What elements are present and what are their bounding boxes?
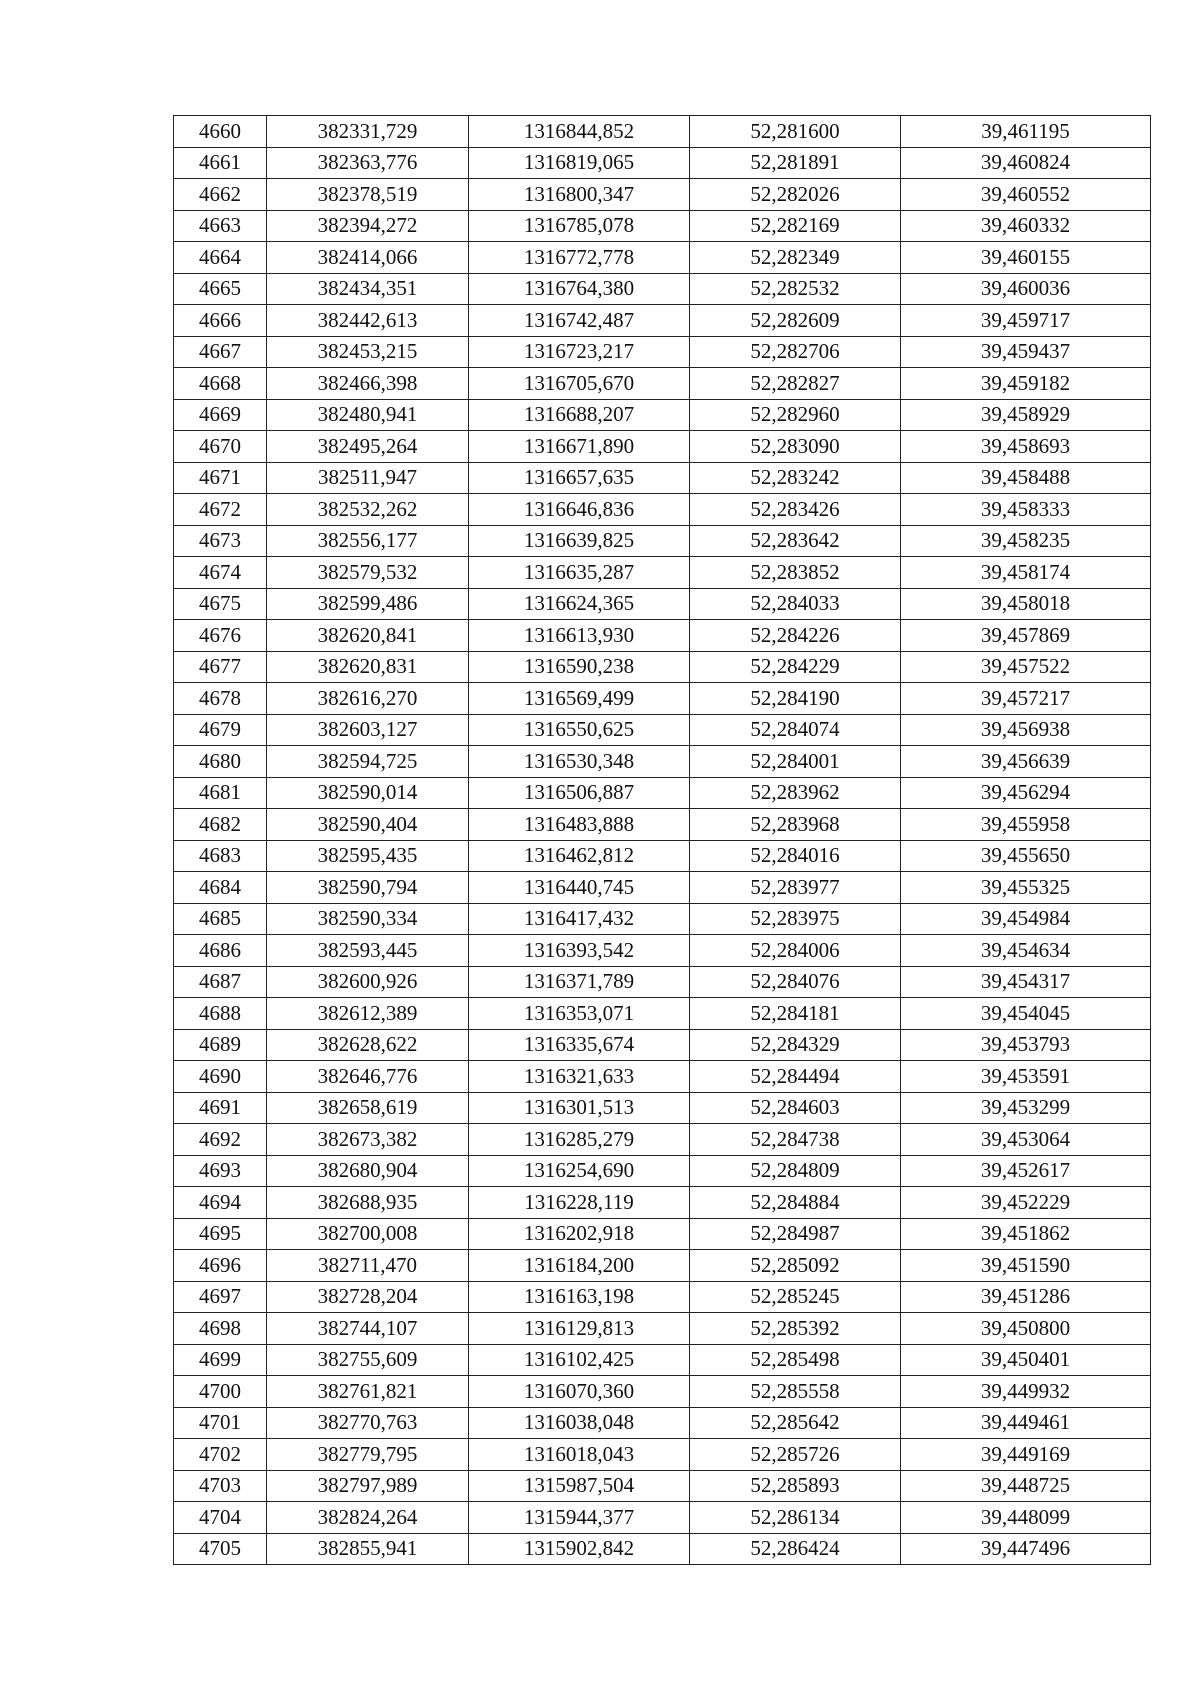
x-coordinate-cell: 382495,264 xyxy=(267,431,469,463)
latitude-cell: 52,284001 xyxy=(690,746,901,778)
latitude-cell: 52,284190 xyxy=(690,683,901,715)
x-coordinate-cell: 382593,445 xyxy=(267,935,469,967)
table-row xyxy=(174,746,1151,778)
latitude-cell: 52,284738 xyxy=(690,1124,901,1156)
coordinates-table-body xyxy=(174,116,1151,1565)
x-coordinate-cell: 382755,609 xyxy=(267,1344,469,1376)
x-coordinate-cell: 382579,532 xyxy=(267,557,469,589)
longitude-cell: 39,459437 xyxy=(901,336,1151,368)
y-coordinate-cell: 1316129,813 xyxy=(469,1313,690,1345)
latitude-cell: 52,284494 xyxy=(690,1061,901,1093)
latitude-cell: 52,281891 xyxy=(690,147,901,179)
x-coordinate-cell: 382658,619 xyxy=(267,1092,469,1124)
longitude-cell: 39,459717 xyxy=(901,305,1151,337)
latitude-cell: 52,286134 xyxy=(690,1502,901,1534)
longitude-cell: 39,448099 xyxy=(901,1502,1151,1534)
latitude-cell: 52,284006 xyxy=(690,935,901,967)
y-coordinate-cell: 1316764,380 xyxy=(469,273,690,305)
longitude-cell: 39,455650 xyxy=(901,840,1151,872)
y-coordinate-cell: 1316038,048 xyxy=(469,1407,690,1439)
longitude-cell: 39,453591 xyxy=(901,1061,1151,1093)
y-coordinate-cell: 1316393,542 xyxy=(469,935,690,967)
point-number-cell: 4660 xyxy=(174,116,267,148)
point-number-cell: 4701 xyxy=(174,1407,267,1439)
longitude-cell: 39,457522 xyxy=(901,651,1151,683)
longitude-cell: 39,454634 xyxy=(901,935,1151,967)
latitude-cell: 52,284226 xyxy=(690,620,901,652)
x-coordinate-cell: 382480,941 xyxy=(267,399,469,431)
latitude-cell: 52,286424 xyxy=(690,1533,901,1565)
longitude-cell: 39,458929 xyxy=(901,399,1151,431)
table-row xyxy=(174,1218,1151,1250)
x-coordinate-cell: 382331,729 xyxy=(267,116,469,148)
point-number-cell: 4693 xyxy=(174,1155,267,1187)
table-row xyxy=(174,588,1151,620)
latitude-cell: 52,284987 xyxy=(690,1218,901,1250)
latitude-cell: 52,283962 xyxy=(690,777,901,809)
latitude-cell: 52,285092 xyxy=(690,1250,901,1282)
point-number-cell: 4678 xyxy=(174,683,267,715)
table-row xyxy=(174,273,1151,305)
longitude-cell: 39,451590 xyxy=(901,1250,1151,1282)
point-number-cell: 4673 xyxy=(174,525,267,557)
point-number-cell: 4699 xyxy=(174,1344,267,1376)
x-coordinate-cell: 382688,935 xyxy=(267,1187,469,1219)
x-coordinate-cell: 382700,008 xyxy=(267,1218,469,1250)
longitude-cell: 39,458235 xyxy=(901,525,1151,557)
x-coordinate-cell: 382466,398 xyxy=(267,368,469,400)
latitude-cell: 52,283852 xyxy=(690,557,901,589)
longitude-cell: 39,458333 xyxy=(901,494,1151,526)
longitude-cell: 39,454045 xyxy=(901,998,1151,1030)
point-number-cell: 4685 xyxy=(174,903,267,935)
latitude-cell: 52,283977 xyxy=(690,872,901,904)
point-number-cell: 4694 xyxy=(174,1187,267,1219)
x-coordinate-cell: 382590,014 xyxy=(267,777,469,809)
latitude-cell: 52,281600 xyxy=(690,116,901,148)
x-coordinate-cell: 382728,204 xyxy=(267,1281,469,1313)
table-row xyxy=(174,210,1151,242)
x-coordinate-cell: 382600,926 xyxy=(267,966,469,998)
table-row xyxy=(174,1187,1151,1219)
table-row xyxy=(174,903,1151,935)
table-row xyxy=(174,935,1151,967)
x-coordinate-cell: 382744,107 xyxy=(267,1313,469,1345)
longitude-cell: 39,452617 xyxy=(901,1155,1151,1187)
table-row xyxy=(174,305,1151,337)
table-row xyxy=(174,1313,1151,1345)
y-coordinate-cell: 1316184,200 xyxy=(469,1250,690,1282)
table-row xyxy=(174,494,1151,526)
table-row xyxy=(174,777,1151,809)
y-coordinate-cell: 1316635,287 xyxy=(469,557,690,589)
point-number-cell: 4690 xyxy=(174,1061,267,1093)
point-number-cell: 4681 xyxy=(174,777,267,809)
longitude-cell: 39,454984 xyxy=(901,903,1151,935)
table-row xyxy=(174,809,1151,841)
latitude-cell: 52,284016 xyxy=(690,840,901,872)
x-coordinate-cell: 382673,382 xyxy=(267,1124,469,1156)
latitude-cell: 52,284181 xyxy=(690,998,901,1030)
longitude-cell: 39,460824 xyxy=(901,147,1151,179)
latitude-cell: 52,283426 xyxy=(690,494,901,526)
y-coordinate-cell: 1316462,812 xyxy=(469,840,690,872)
longitude-cell: 39,458018 xyxy=(901,588,1151,620)
y-coordinate-cell: 1315902,842 xyxy=(469,1533,690,1565)
y-coordinate-cell: 1316353,071 xyxy=(469,998,690,1030)
table-row xyxy=(174,1092,1151,1124)
latitude-cell: 52,284033 xyxy=(690,588,901,620)
x-coordinate-cell: 382770,763 xyxy=(267,1407,469,1439)
x-coordinate-cell: 382711,470 xyxy=(267,1250,469,1282)
point-number-cell: 4703 xyxy=(174,1470,267,1502)
point-number-cell: 4668 xyxy=(174,368,267,400)
x-coordinate-cell: 382378,519 xyxy=(267,179,469,211)
table-row xyxy=(174,525,1151,557)
y-coordinate-cell: 1316321,633 xyxy=(469,1061,690,1093)
table-row xyxy=(174,179,1151,211)
latitude-cell: 52,285726 xyxy=(690,1439,901,1471)
y-coordinate-cell: 1316624,365 xyxy=(469,588,690,620)
y-coordinate-cell: 1316371,789 xyxy=(469,966,690,998)
table-row xyxy=(174,1407,1151,1439)
table-row xyxy=(174,872,1151,904)
table-row xyxy=(174,116,1151,148)
y-coordinate-cell: 1316646,836 xyxy=(469,494,690,526)
y-coordinate-cell: 1316550,625 xyxy=(469,714,690,746)
longitude-cell: 39,455325 xyxy=(901,872,1151,904)
y-coordinate-cell: 1316772,778 xyxy=(469,242,690,274)
x-coordinate-cell: 382595,435 xyxy=(267,840,469,872)
x-coordinate-cell: 382532,262 xyxy=(267,494,469,526)
latitude-cell: 52,282026 xyxy=(690,179,901,211)
x-coordinate-cell: 382590,334 xyxy=(267,903,469,935)
x-coordinate-cell: 382556,177 xyxy=(267,525,469,557)
table-row xyxy=(174,683,1151,715)
x-coordinate-cell: 382363,776 xyxy=(267,147,469,179)
latitude-cell: 52,282960 xyxy=(690,399,901,431)
latitude-cell: 52,285498 xyxy=(690,1344,901,1376)
longitude-cell: 39,460036 xyxy=(901,273,1151,305)
y-coordinate-cell: 1316301,513 xyxy=(469,1092,690,1124)
point-number-cell: 4666 xyxy=(174,305,267,337)
point-number-cell: 4682 xyxy=(174,809,267,841)
point-number-cell: 4704 xyxy=(174,1502,267,1534)
y-coordinate-cell: 1316070,360 xyxy=(469,1376,690,1408)
x-coordinate-cell: 382680,904 xyxy=(267,1155,469,1187)
y-coordinate-cell: 1316688,207 xyxy=(469,399,690,431)
latitude-cell: 52,282827 xyxy=(690,368,901,400)
y-coordinate-cell: 1316819,065 xyxy=(469,147,690,179)
latitude-cell: 52,283090 xyxy=(690,431,901,463)
point-number-cell: 4672 xyxy=(174,494,267,526)
table-row xyxy=(174,368,1151,400)
x-coordinate-cell: 382612,389 xyxy=(267,998,469,1030)
latitude-cell: 52,284074 xyxy=(690,714,901,746)
point-number-cell: 4663 xyxy=(174,210,267,242)
table-row xyxy=(174,1502,1151,1534)
point-number-cell: 4661 xyxy=(174,147,267,179)
longitude-cell: 39,448725 xyxy=(901,1470,1151,1502)
longitude-cell: 39,456938 xyxy=(901,714,1151,746)
y-coordinate-cell: 1316671,890 xyxy=(469,431,690,463)
longitude-cell: 39,453299 xyxy=(901,1092,1151,1124)
x-coordinate-cell: 382616,270 xyxy=(267,683,469,715)
x-coordinate-cell: 382599,486 xyxy=(267,588,469,620)
point-number-cell: 4665 xyxy=(174,273,267,305)
y-coordinate-cell: 1316705,670 xyxy=(469,368,690,400)
y-coordinate-cell: 1316228,119 xyxy=(469,1187,690,1219)
table-row xyxy=(174,399,1151,431)
table-row xyxy=(174,1439,1151,1471)
point-number-cell: 4698 xyxy=(174,1313,267,1345)
point-number-cell: 4671 xyxy=(174,462,267,494)
x-coordinate-cell: 382442,613 xyxy=(267,305,469,337)
longitude-cell: 39,460552 xyxy=(901,179,1151,211)
y-coordinate-cell: 1316018,043 xyxy=(469,1439,690,1471)
point-number-cell: 4675 xyxy=(174,588,267,620)
longitude-cell: 39,458174 xyxy=(901,557,1151,589)
point-number-cell: 4679 xyxy=(174,714,267,746)
table-row xyxy=(174,147,1151,179)
point-number-cell: 4700 xyxy=(174,1376,267,1408)
point-number-cell: 4676 xyxy=(174,620,267,652)
longitude-cell: 39,457217 xyxy=(901,683,1151,715)
latitude-cell: 52,285642 xyxy=(690,1407,901,1439)
x-coordinate-cell: 382414,066 xyxy=(267,242,469,274)
point-number-cell: 4670 xyxy=(174,431,267,463)
longitude-cell: 39,450401 xyxy=(901,1344,1151,1376)
latitude-cell: 52,284809 xyxy=(690,1155,901,1187)
point-number-cell: 4687 xyxy=(174,966,267,998)
y-coordinate-cell: 1316723,217 xyxy=(469,336,690,368)
latitude-cell: 52,283242 xyxy=(690,462,901,494)
latitude-cell: 52,283968 xyxy=(690,809,901,841)
x-coordinate-cell: 382594,725 xyxy=(267,746,469,778)
latitude-cell: 52,283642 xyxy=(690,525,901,557)
latitude-cell: 52,285893 xyxy=(690,1470,901,1502)
point-number-cell: 4686 xyxy=(174,935,267,967)
point-number-cell: 4697 xyxy=(174,1281,267,1313)
y-coordinate-cell: 1316530,348 xyxy=(469,746,690,778)
latitude-cell: 52,284884 xyxy=(690,1187,901,1219)
longitude-cell: 39,461195 xyxy=(901,116,1151,148)
latitude-cell: 52,283975 xyxy=(690,903,901,935)
x-coordinate-cell: 382620,841 xyxy=(267,620,469,652)
latitude-cell: 52,284603 xyxy=(690,1092,901,1124)
longitude-cell: 39,450800 xyxy=(901,1313,1151,1345)
point-number-cell: 4662 xyxy=(174,179,267,211)
x-coordinate-cell: 382590,404 xyxy=(267,809,469,841)
point-number-cell: 4691 xyxy=(174,1092,267,1124)
x-coordinate-cell: 382824,264 xyxy=(267,1502,469,1534)
y-coordinate-cell: 1316785,078 xyxy=(469,210,690,242)
table-row xyxy=(174,1533,1151,1565)
y-coordinate-cell: 1316506,887 xyxy=(469,777,690,809)
latitude-cell: 52,284076 xyxy=(690,966,901,998)
latitude-cell: 52,282169 xyxy=(690,210,901,242)
table-row xyxy=(174,557,1151,589)
table-row xyxy=(174,1124,1151,1156)
longitude-cell: 39,455958 xyxy=(901,809,1151,841)
latitude-cell: 52,282532 xyxy=(690,273,901,305)
latitude-cell: 52,282706 xyxy=(690,336,901,368)
longitude-cell: 39,449461 xyxy=(901,1407,1151,1439)
y-coordinate-cell: 1316844,852 xyxy=(469,116,690,148)
latitude-cell: 52,284329 xyxy=(690,1029,901,1061)
longitude-cell: 39,456294 xyxy=(901,777,1151,809)
longitude-cell: 39,452229 xyxy=(901,1187,1151,1219)
longitude-cell: 39,451286 xyxy=(901,1281,1151,1313)
longitude-cell: 39,453064 xyxy=(901,1124,1151,1156)
point-number-cell: 4674 xyxy=(174,557,267,589)
point-number-cell: 4702 xyxy=(174,1439,267,1471)
point-number-cell: 4667 xyxy=(174,336,267,368)
point-number-cell: 4696 xyxy=(174,1250,267,1282)
point-number-cell: 4692 xyxy=(174,1124,267,1156)
longitude-cell: 39,459182 xyxy=(901,368,1151,400)
point-number-cell: 4684 xyxy=(174,872,267,904)
y-coordinate-cell: 1316285,279 xyxy=(469,1124,690,1156)
coordinates-table xyxy=(173,115,1151,1565)
table-row xyxy=(174,1250,1151,1282)
y-coordinate-cell: 1316163,198 xyxy=(469,1281,690,1313)
latitude-cell: 52,284229 xyxy=(690,651,901,683)
longitude-cell: 39,458693 xyxy=(901,431,1151,463)
latitude-cell: 52,285392 xyxy=(690,1313,901,1345)
table-row xyxy=(174,431,1151,463)
table-row xyxy=(174,1376,1151,1408)
y-coordinate-cell: 1315987,504 xyxy=(469,1470,690,1502)
table-row xyxy=(174,714,1151,746)
longitude-cell: 39,454317 xyxy=(901,966,1151,998)
table-row xyxy=(174,998,1151,1030)
latitude-cell: 52,282609 xyxy=(690,305,901,337)
y-coordinate-cell: 1316202,918 xyxy=(469,1218,690,1250)
point-number-cell: 4680 xyxy=(174,746,267,778)
longitude-cell: 39,449169 xyxy=(901,1439,1151,1471)
latitude-cell: 52,285245 xyxy=(690,1281,901,1313)
y-coordinate-cell: 1316102,425 xyxy=(469,1344,690,1376)
x-coordinate-cell: 382761,821 xyxy=(267,1376,469,1408)
longitude-cell: 39,447496 xyxy=(901,1533,1151,1565)
longitude-cell: 39,460332 xyxy=(901,210,1151,242)
x-coordinate-cell: 382797,989 xyxy=(267,1470,469,1502)
longitude-cell: 39,457869 xyxy=(901,620,1151,652)
x-coordinate-cell: 382620,831 xyxy=(267,651,469,683)
point-number-cell: 4664 xyxy=(174,242,267,274)
point-number-cell: 4705 xyxy=(174,1533,267,1565)
y-coordinate-cell: 1316590,238 xyxy=(469,651,690,683)
latitude-cell: 52,285558 xyxy=(690,1376,901,1408)
y-coordinate-cell: 1316417,432 xyxy=(469,903,690,935)
table-row xyxy=(174,1029,1151,1061)
y-coordinate-cell: 1316254,690 xyxy=(469,1155,690,1187)
x-coordinate-cell: 382779,795 xyxy=(267,1439,469,1471)
table-row xyxy=(174,1281,1151,1313)
y-coordinate-cell: 1316742,487 xyxy=(469,305,690,337)
y-coordinate-cell: 1316657,635 xyxy=(469,462,690,494)
point-number-cell: 4689 xyxy=(174,1029,267,1061)
y-coordinate-cell: 1316483,888 xyxy=(469,809,690,841)
point-number-cell: 4695 xyxy=(174,1218,267,1250)
point-number-cell: 4669 xyxy=(174,399,267,431)
longitude-cell: 39,449932 xyxy=(901,1376,1151,1408)
x-coordinate-cell: 382434,351 xyxy=(267,273,469,305)
longitude-cell: 39,453793 xyxy=(901,1029,1151,1061)
y-coordinate-cell: 1316569,499 xyxy=(469,683,690,715)
table-row xyxy=(174,966,1151,998)
longitude-cell: 39,458488 xyxy=(901,462,1151,494)
longitude-cell: 39,460155 xyxy=(901,242,1151,274)
point-number-cell: 4688 xyxy=(174,998,267,1030)
table-row xyxy=(174,1155,1151,1187)
longitude-cell: 39,456639 xyxy=(901,746,1151,778)
table-row xyxy=(174,620,1151,652)
x-coordinate-cell: 382453,215 xyxy=(267,336,469,368)
y-coordinate-cell: 1316639,825 xyxy=(469,525,690,557)
point-number-cell: 4677 xyxy=(174,651,267,683)
y-coordinate-cell: 1316613,930 xyxy=(469,620,690,652)
table-row xyxy=(174,651,1151,683)
y-coordinate-cell: 1315944,377 xyxy=(469,1502,690,1534)
table-row xyxy=(174,1470,1151,1502)
x-coordinate-cell: 382394,272 xyxy=(267,210,469,242)
y-coordinate-cell: 1316800,347 xyxy=(469,179,690,211)
x-coordinate-cell: 382590,794 xyxy=(267,872,469,904)
y-coordinate-cell: 1316440,745 xyxy=(469,872,690,904)
x-coordinate-cell: 382646,776 xyxy=(267,1061,469,1093)
table-row xyxy=(174,462,1151,494)
table-row xyxy=(174,840,1151,872)
longitude-cell: 39,451862 xyxy=(901,1218,1151,1250)
x-coordinate-cell: 382603,127 xyxy=(267,714,469,746)
x-coordinate-cell: 382855,941 xyxy=(267,1533,469,1565)
x-coordinate-cell: 382628,622 xyxy=(267,1029,469,1061)
table-row xyxy=(174,1344,1151,1376)
table-row xyxy=(174,336,1151,368)
point-number-cell: 4683 xyxy=(174,840,267,872)
y-coordinate-cell: 1316335,674 xyxy=(469,1029,690,1061)
latitude-cell: 52,282349 xyxy=(690,242,901,274)
table-row xyxy=(174,242,1151,274)
x-coordinate-cell: 382511,947 xyxy=(267,462,469,494)
table-row xyxy=(174,1061,1151,1093)
